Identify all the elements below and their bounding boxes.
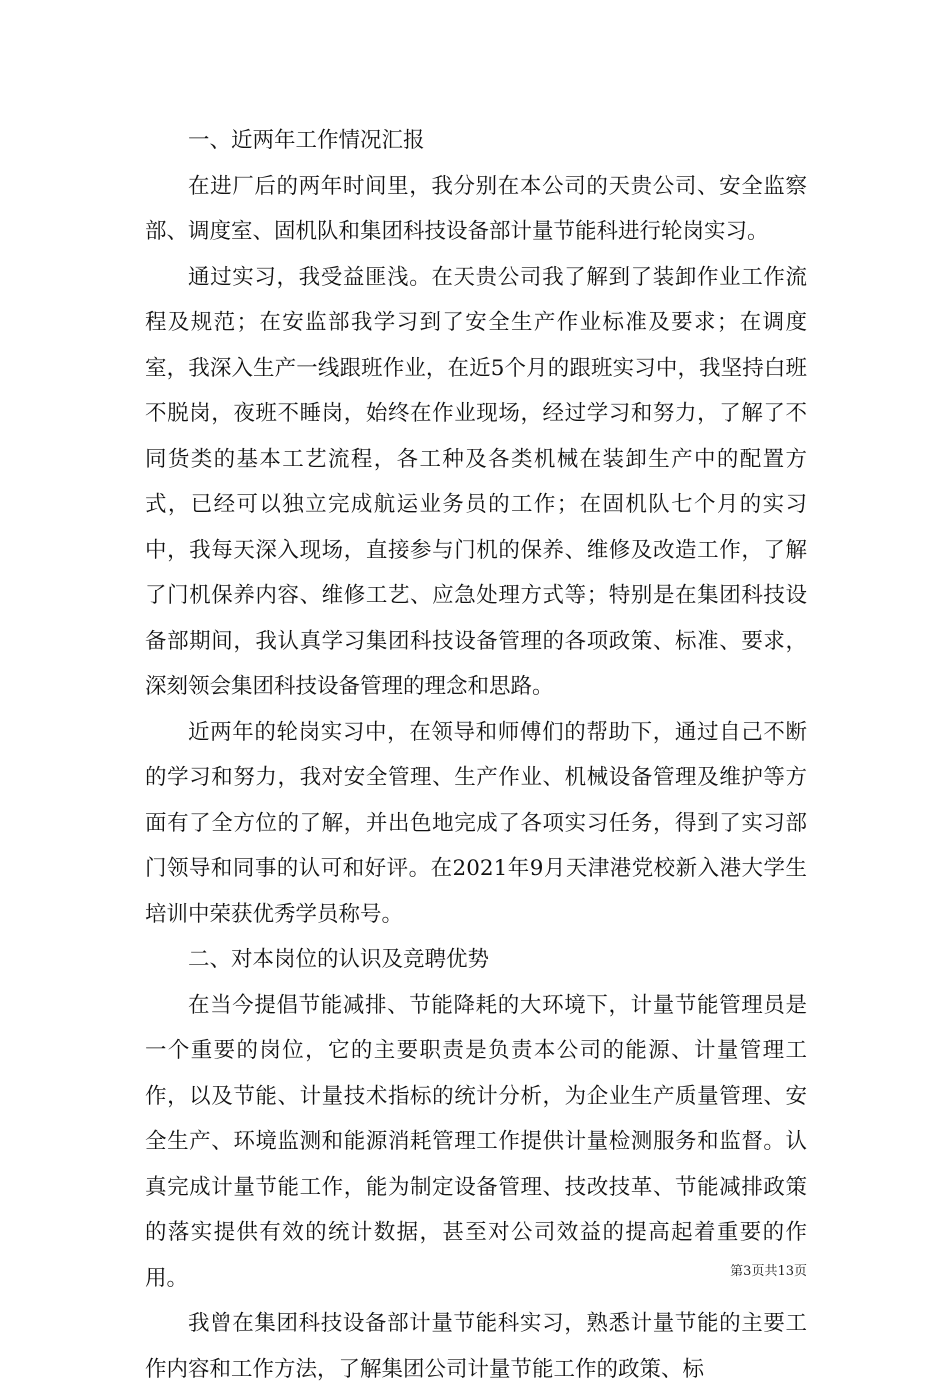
paragraph-1-3: 近两年的轮岗实习中，在领导和师傅们的帮助下，通过自己不断的学习和努力，我对安全管理、生产作业、机械设备管理及维护等方面有了全方位的了解，并出色地完成了各项实习任务，得到了实习部门领导和同事的认可和好评。在2021年9月天津港党校新入港大学生培训中荣获优秀学员称号。 [145, 719, 807, 927]
paragraph-2-2: 我曾在集团科技设备部计量节能科实习，熟悉计量节能的主要工作内容和工作方法，了解集团公司计量节能工作的政策、标 [145, 1311, 807, 1382]
document-body [145, 118, 807, 1392]
paragraph-1-2: 通过实习，我受益匪浅。在天贵公司我了解到了装卸作业工作流程及规范；在安监部我学习到了安全生产作业标准及要求；在调度室，我深入生产一线跟班作业，在近5个月的跟班实习中，我坚持白班不脱岗，夜班不睡岗，始终在作业现场，经过学习和努力，了解了不同货类的基本工艺流程，各工种及各类机械在装卸生产中的配置方式，已经可以独立完成航运业务员的工作；在固机队七个月的实习中，我每天深入现场，直接参与门机的保养、维修及改造工作，了解了门机保养内容、维修工艺、应急处理方式等；特别是在集团科技设备部期间，我认真学习集团科技设备管理的各项政策、标准、要求，深刻领会集团科技设备管理的理念和思路。 [145, 264, 807, 699]
page-number-footer: 第3页共13页 [730, 1264, 807, 1279]
section-heading-2: 二、对本岗位的认识及竞聘优势 [188, 947, 490, 972]
paragraph-1-1: 在进厂后的两年时间里，我分别在本公司的天贵公司、安全监察部、调度室、固机队和集团科技设备部计量节能科进行轮岗实习。 [145, 173, 807, 244]
paragraph-2-1: 在当今提倡节能减排、节能降耗的大环境下，计量节能管理员是一个重要的岗位，它的主要职责是负责本公司的能源、计量管理工作，以及节能、计量技术指标的统计分析，为企业生产质量管理、安全生产、环境监测和能源消耗管理工作提供计量检测服务和监督。认真完成计量节能工作，能为制定设备管理、技改技革、节能减排政策的落实提供有效的统计数据，甚至对公司效益的提高起着重要的作用。 [145, 992, 807, 1291]
section-heading-1: 一、近两年工作情况汇报 [188, 128, 425, 153]
